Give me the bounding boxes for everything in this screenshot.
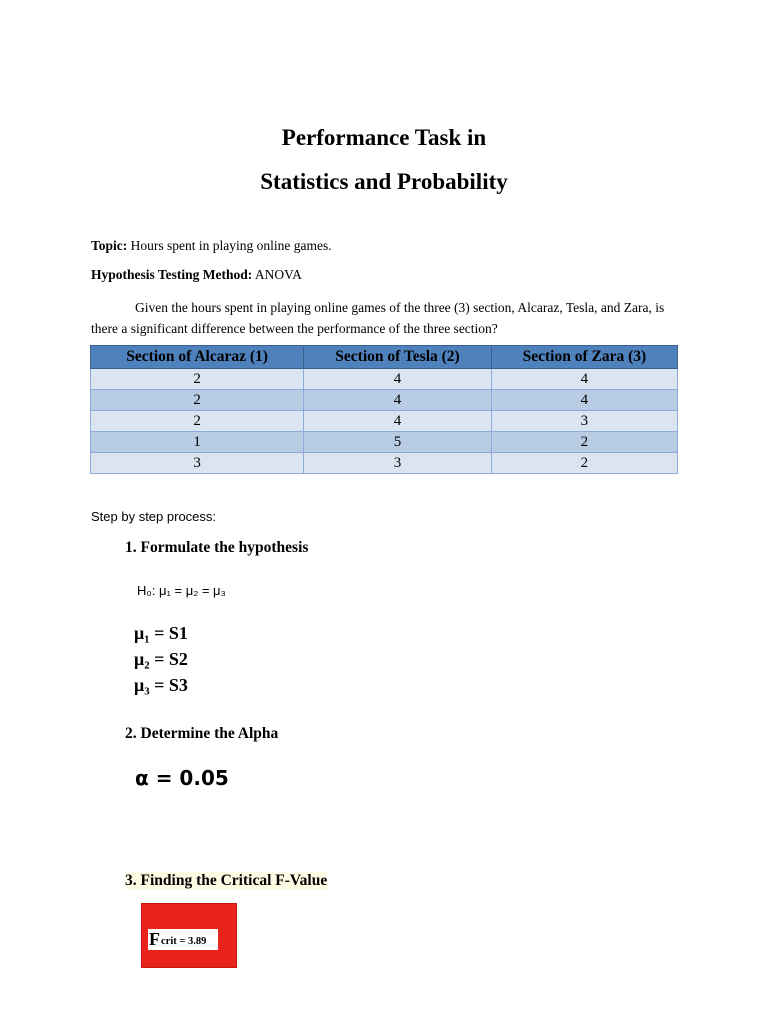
- title-line-1: Performance Task in: [281, 125, 487, 150]
- mu-line-3: μ₃ = S3: [134, 675, 188, 695]
- column-header-alcaraz: Section of Alcaraz (1): [91, 346, 304, 369]
- method-line: [91, 267, 302, 283]
- table-cell: 1: [91, 432, 304, 453]
- table-cell: 2: [491, 432, 677, 453]
- table-row: [91, 453, 678, 474]
- fcrit-box: [141, 903, 237, 968]
- table-cell: 4: [304, 390, 492, 411]
- table-cell: 2: [91, 411, 304, 432]
- topic-value: Hours spent in playing online games.: [130, 238, 332, 253]
- column-header-tesla: Section of Tesla (2): [304, 346, 492, 369]
- null-hypothesis: H₀: μ₁ = μ₂ = μ₃: [137, 583, 226, 598]
- table-header-row: [91, 346, 678, 369]
- method-label: Hypothesis Testing Method:: [91, 267, 253, 282]
- table-row: [91, 369, 678, 390]
- alpha-value: α = 0.05: [135, 766, 229, 790]
- column-header-zara: Section of Zara (3): [491, 346, 677, 369]
- mu-line-1: μ₁ = S1: [134, 623, 188, 643]
- title-line-2: Statistics and Probability: [260, 169, 508, 194]
- table-cell: 4: [304, 411, 492, 432]
- table-row: [91, 411, 678, 432]
- method-value: ANOVA: [254, 267, 302, 282]
- table-cell: 4: [304, 369, 492, 390]
- table-cell: 3: [491, 411, 677, 432]
- step-2-heading: 2. Determine the Alpha: [125, 725, 279, 742]
- intro-text: Given the hours spent in playing online games of the three (3) section, Alcaraz, Tesla, and Zara, is there a significant difference between the performance of the three section?: [91, 300, 665, 336]
- mu-line-2: μ₂ = S2: [134, 649, 188, 669]
- fcrit-label: [148, 929, 218, 950]
- table-cell: 4: [491, 390, 677, 411]
- topic-line: [91, 238, 332, 254]
- table-cell: 2: [491, 453, 677, 474]
- fcrit-symbol: F: [149, 929, 160, 949]
- topic-label: Topic:: [91, 238, 128, 253]
- table-cell: 2: [91, 369, 304, 390]
- table-row: [91, 432, 678, 453]
- table-cell: 2: [91, 390, 304, 411]
- step-intro: Step by step process:: [91, 509, 217, 524]
- table-row: [91, 390, 678, 411]
- intro-paragraph: [91, 297, 681, 339]
- step-3-heading: 3. Finding the Critical F-Value: [125, 872, 328, 889]
- table-cell: 3: [304, 453, 492, 474]
- table-cell: 5: [304, 432, 492, 453]
- step-1-heading: 1. Formulate the hypothesis: [125, 539, 309, 556]
- fcrit-subscript: crit = 3.89: [161, 936, 207, 947]
- data-table: [90, 345, 678, 474]
- table-cell: 4: [491, 369, 677, 390]
- table-cell: 3: [91, 453, 304, 474]
